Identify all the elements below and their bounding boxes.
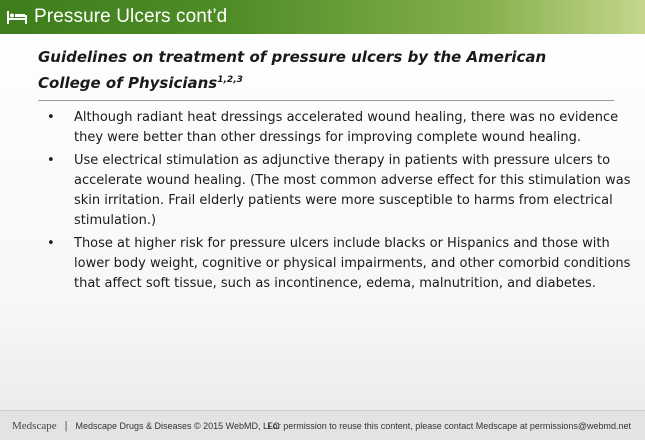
bullet-text: Those at higher risk for pressure ulcers include blacks or Hispanics and those with lower body weight, cognitive or physical impairments, and other comorbid conditions that affect soft tissue, such as incontinence, edema, malnutrition, and diabetes. bbox=[74, 236, 631, 291]
bullet-marker: • bbox=[47, 236, 55, 251]
bullet-text: Use electrical stimulation as adjunctive therapy in patients with pressure ulcers to accelerate wound healing. (The most common adverse effect for this stimulation was skin irritation. Frail elderly patients were more susceptible to harms from electrical stimulation.) bbox=[74, 153, 631, 228]
footer-permission-note: For permission to reuse this content, please contact Medscape at permissions@webmd.net bbox=[267, 420, 631, 431]
medscape-logo: Medscape bbox=[12, 419, 57, 432]
section-heading bbox=[38, 46, 598, 95]
heading-text: Guidelines on treatment of pressure ulcers by the American College of Physicians bbox=[38, 48, 547, 92]
bullet-marker: • bbox=[47, 153, 55, 168]
bullet-item bbox=[42, 108, 632, 148]
bullet-marker: • bbox=[47, 110, 55, 125]
slide-title: Pressure Ulcers cont’d bbox=[34, 6, 228, 27]
bullet-item bbox=[42, 151, 632, 231]
heading-reference-superscript: 1,2,3 bbox=[217, 75, 243, 85]
title-bar bbox=[0, 0, 645, 34]
bullet-list bbox=[42, 108, 632, 297]
heading-divider bbox=[38, 100, 614, 101]
footer-copyright: Medscape Drugs & Diseases © 2015 WebMD, LLC bbox=[75, 420, 280, 431]
bullet-text: Although radiant heat dressings accelerated wound healing, there was no evidence they were better than other dressings for improving complete wound healing. bbox=[74, 110, 619, 145]
footer-separator: | bbox=[64, 419, 68, 432]
bullet-item bbox=[42, 234, 632, 294]
hospital-bed-icon bbox=[6, 6, 28, 28]
footer-bar bbox=[0, 410, 645, 440]
